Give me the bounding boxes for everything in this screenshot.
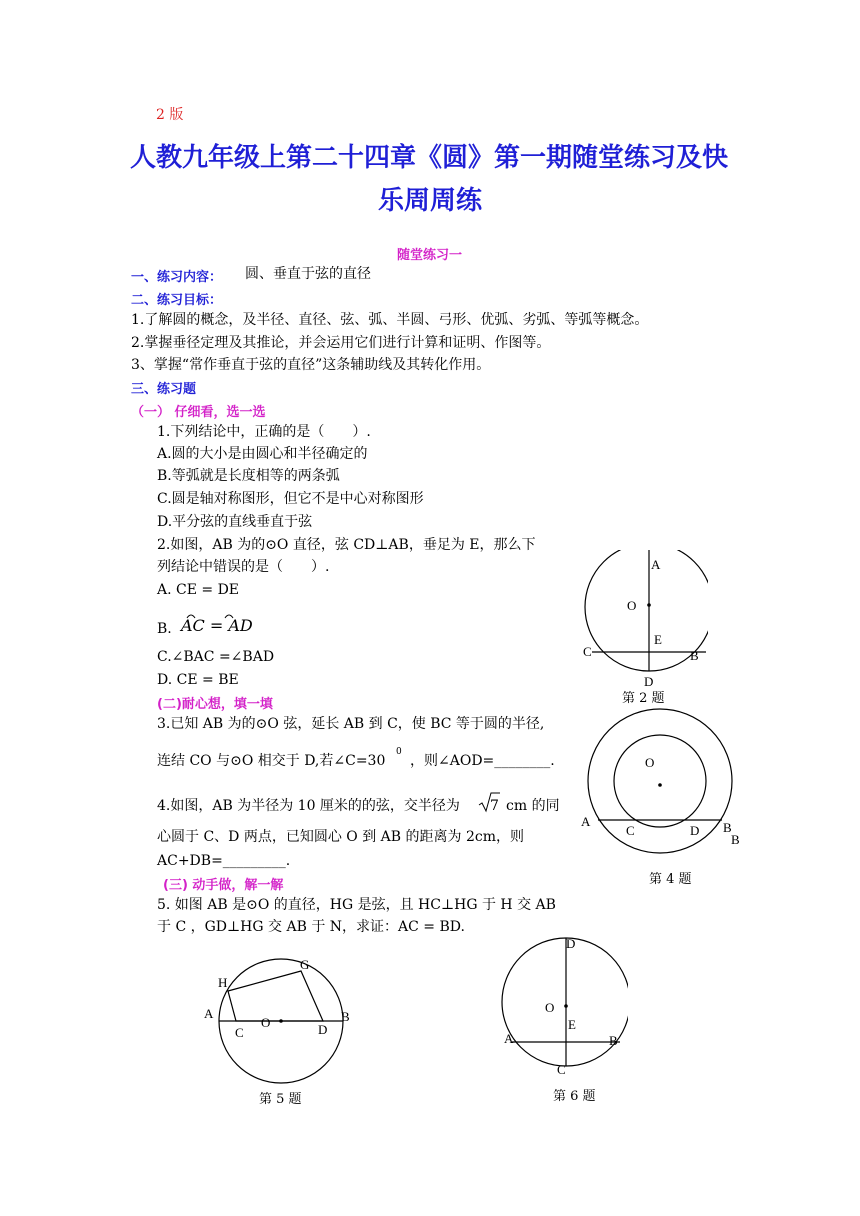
- fig5-label-g: G: [300, 957, 310, 972]
- fig2-label-b: B: [690, 648, 699, 663]
- figure-4: [578, 708, 748, 858]
- q4-line1-b: cm 的同: [506, 798, 560, 814]
- q2-option-a: A. CE = DE: [157, 582, 240, 598]
- q2-option-b-prefix: B.: [157, 621, 172, 637]
- fig4-label-b: B: [723, 820, 732, 835]
- part3-label: (三) 动手做，解一解: [163, 878, 284, 893]
- fig5-caption: 第 5 题: [259, 1092, 302, 1107]
- page-title-line2: 乐周周练: [378, 186, 483, 216]
- part1-label: （一） 仔细看，选一选: [131, 405, 266, 420]
- fig4-label-b2: B: [731, 832, 740, 847]
- section-title: 随堂练习一: [397, 248, 463, 263]
- fig6-label-b: B: [609, 1033, 618, 1048]
- fig6-label-c: C: [557, 1062, 566, 1077]
- fig4-label-d: D: [690, 823, 700, 838]
- q2-stem-line1: 2.如图，AB 为的⊙O 直径，弦 CD⊥AB，垂足为 E，那么下: [157, 537, 536, 553]
- fig5-label-c: C: [235, 1025, 244, 1040]
- fig4-caption: 第 4 题: [649, 872, 692, 887]
- figure-5: [198, 955, 368, 1090]
- arc-marks: [185, 610, 245, 620]
- q1-stem: 1.下列结论中，正确的是（ ）.: [157, 424, 371, 440]
- q4-line3: AC+DB=_________.: [157, 853, 291, 869]
- fig6-label-o: O: [545, 1000, 555, 1015]
- fig4-label-a: A: [581, 814, 591, 829]
- fig4-label-c: C: [626, 823, 635, 838]
- fig2-label-c: C: [583, 644, 592, 659]
- fig5-label-o: O: [261, 1015, 271, 1030]
- goal-item-3: 3、掌握“常作垂直于弦的直径”这条辅助线及其转化作用。: [131, 357, 491, 373]
- fig4-label-o: O: [645, 755, 655, 770]
- goal-item-1: 1.了解圆的概念，及半径、直径、弦、弧、半圆、弓形、优弧、劣弧、等弧等概念。: [131, 312, 649, 328]
- figure-2: [578, 550, 708, 710]
- q2-option-d: D. CE = BE: [157, 672, 239, 688]
- q3-superscript: 0: [396, 747, 402, 757]
- page-title-line1: 人教九年级上第二十四章《圆》第一期随堂练习及快: [130, 143, 729, 173]
- q3-line2-end: ，则∠AOD=________.: [410, 753, 555, 769]
- q2-option-b-formula: AC = AD: [181, 616, 253, 635]
- goal-item-2: 2.掌握垂径定理及其推论，并会运用它们进行计算和证明、作图等。: [131, 335, 551, 351]
- fig6-label-a: A: [504, 1031, 514, 1046]
- fig5-label-b: B: [341, 1009, 350, 1024]
- q3-line2: 连结 CO 与⊙O 相交于 D,若∠C=30: [157, 753, 386, 769]
- q5-line2: 于 C ，GD⊥HG 交 AB 于 N，求证：AC = BD.: [157, 919, 465, 935]
- q1-option-b: B.等弧就是长度相等的两条弧: [157, 468, 340, 484]
- fig2-caption: 第 2 题: [622, 691, 665, 706]
- fig5-label-d: D: [318, 1022, 328, 1037]
- fig6-label-e: E: [568, 1017, 576, 1032]
- fig2-label-o: O: [627, 598, 637, 613]
- q1-option-c: C.圆是轴对称图形，但它不是中心对称图形: [157, 491, 424, 507]
- q3-line1: 3.已知 AB 为的⊙O 弦，延长 AB 到 C，使 BC 等于圆的半径,: [157, 716, 545, 732]
- fig6-caption: 第 6 题: [553, 1089, 596, 1104]
- part2-label: (二)耐心想，填一填: [157, 697, 273, 712]
- q4-sqrt-value: 7: [490, 798, 499, 814]
- q4-line2: 心圆于 C、D 两点，已知圆心 O 到 AB 的距离为 2cm，则: [157, 829, 524, 845]
- fig2-label-e: E: [654, 632, 662, 647]
- q2-stem-line2: 列结论中错误的是（ ）.: [157, 559, 330, 575]
- fig5-label-a: A: [204, 1006, 214, 1021]
- fig6-label-d: D: [566, 936, 576, 951]
- goals-label: 二、练习目标：: [131, 293, 223, 308]
- q1-option-d: D.平分弦的直线垂直于弦: [157, 514, 313, 530]
- q4-line1-a: 4.如图，AB 为半径为 10 厘米的的弦，交半径为: [157, 798, 460, 814]
- fig2-label-d: D: [644, 674, 654, 689]
- content-text: 圆、垂直于弦的直径: [245, 266, 371, 282]
- fig2-label-a: A: [651, 557, 661, 572]
- version-note: 2 版: [156, 107, 184, 123]
- q2-option-c: C.∠BAC =∠BAD: [157, 649, 275, 665]
- fig5-label-h: H: [218, 975, 228, 990]
- q5-line1: 5. 如图 AB 是⊙O 的直径，HG 是弦，且 HC⊥HG 于 H 交 AB: [157, 897, 556, 913]
- content-label: 一、练习内容：: [131, 270, 223, 285]
- exercises-label: 三、练习题: [131, 382, 197, 397]
- figure-6: [498, 935, 628, 1080]
- q1-option-a: A.圆的大小是由圆心和半径确定的: [157, 446, 368, 462]
